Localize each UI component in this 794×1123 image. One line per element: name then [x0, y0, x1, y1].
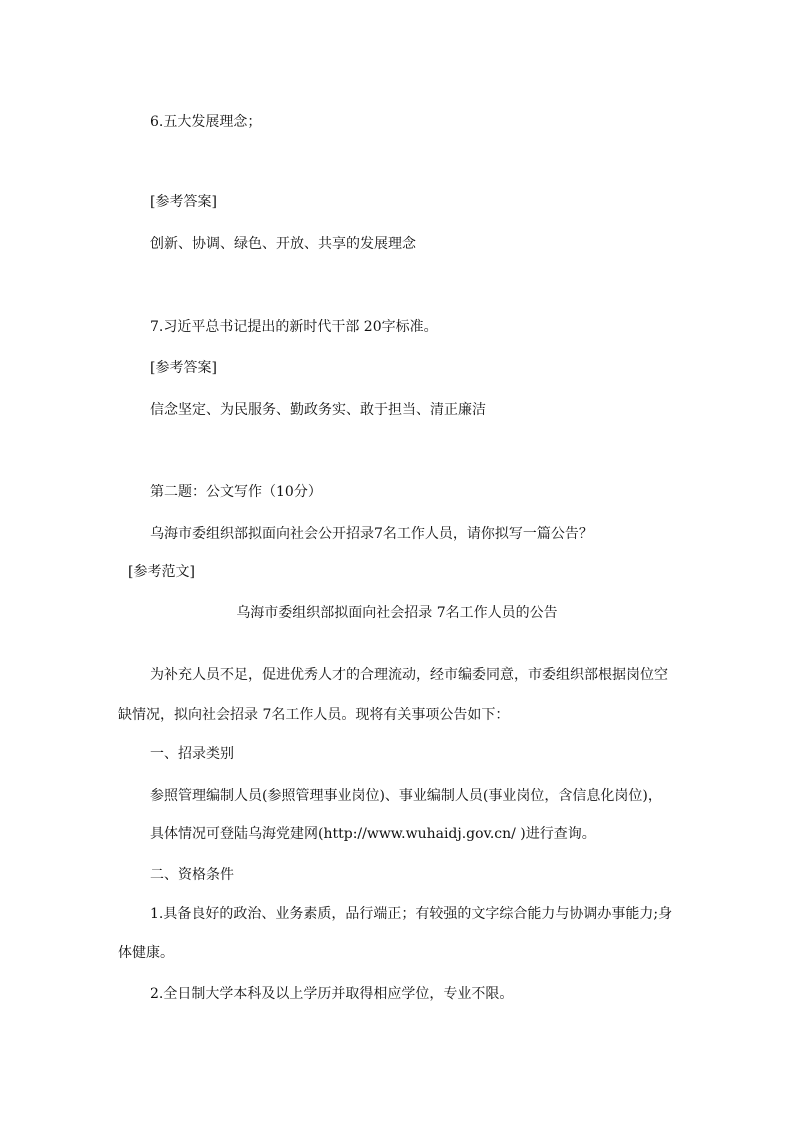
part1-line-2: 具体情况可登陆乌海党建网(http://www.wuhaidj.gov.cn/ )进行查询。 [150, 826, 596, 842]
sample-label: [参考范文] [128, 564, 195, 580]
intro-line-1: 为补充人员不足，促进优秀人才的合理流动，经市编委同意，市委组织部根据岗位空 [150, 667, 668, 683]
part2-heading: 二、资格条件 [150, 867, 234, 883]
condition1-line-2: 体健康。 [118, 945, 174, 961]
intro-line-2: 缺情况，拟向社会招录 7名工作人员。现将有关事项公告如下： [118, 707, 510, 723]
notice-title: 乌海市委组织部拟面向社会招录 7名工作人员的公告 [236, 605, 558, 621]
q7-title: 7.习近平总书记提出的新时代干部 20字标准。 [150, 319, 438, 335]
q7-answer: 信念坚定、为民服务、勤政务实、敢于担当、清正廉洁 [150, 402, 486, 418]
q6-reference-label: [参考答案] [150, 194, 217, 210]
section2-title: 第二题：公文写作（10分） [150, 484, 322, 500]
section2-prompt: 乌海市委组织部拟面向社会公开招录7名工作人员，请你拟写一篇公告？ [150, 526, 593, 542]
condition1-line-1: 1.具备良好的政治、业务素质，品行端正；有较强的文字综合能力与协调办事能力;身 [150, 906, 673, 922]
q6-answer: 创新、协调、绿色、开放、共享的发展理念 [150, 236, 416, 252]
part1-heading: 一、招录类别 [150, 746, 234, 762]
condition2-line-1: 2.全日制大学本科及以上学历并取得相应学位，专业不限。 [150, 986, 514, 1002]
part1-line-1: 参照管理编制人员(参照管理事业岗位)、事业编制人员(事业岗位，含信息化岗位)， [150, 788, 662, 804]
q7-reference-label: [参考答案] [150, 360, 217, 376]
q6-title: 6.五大发展理念； [150, 114, 262, 130]
